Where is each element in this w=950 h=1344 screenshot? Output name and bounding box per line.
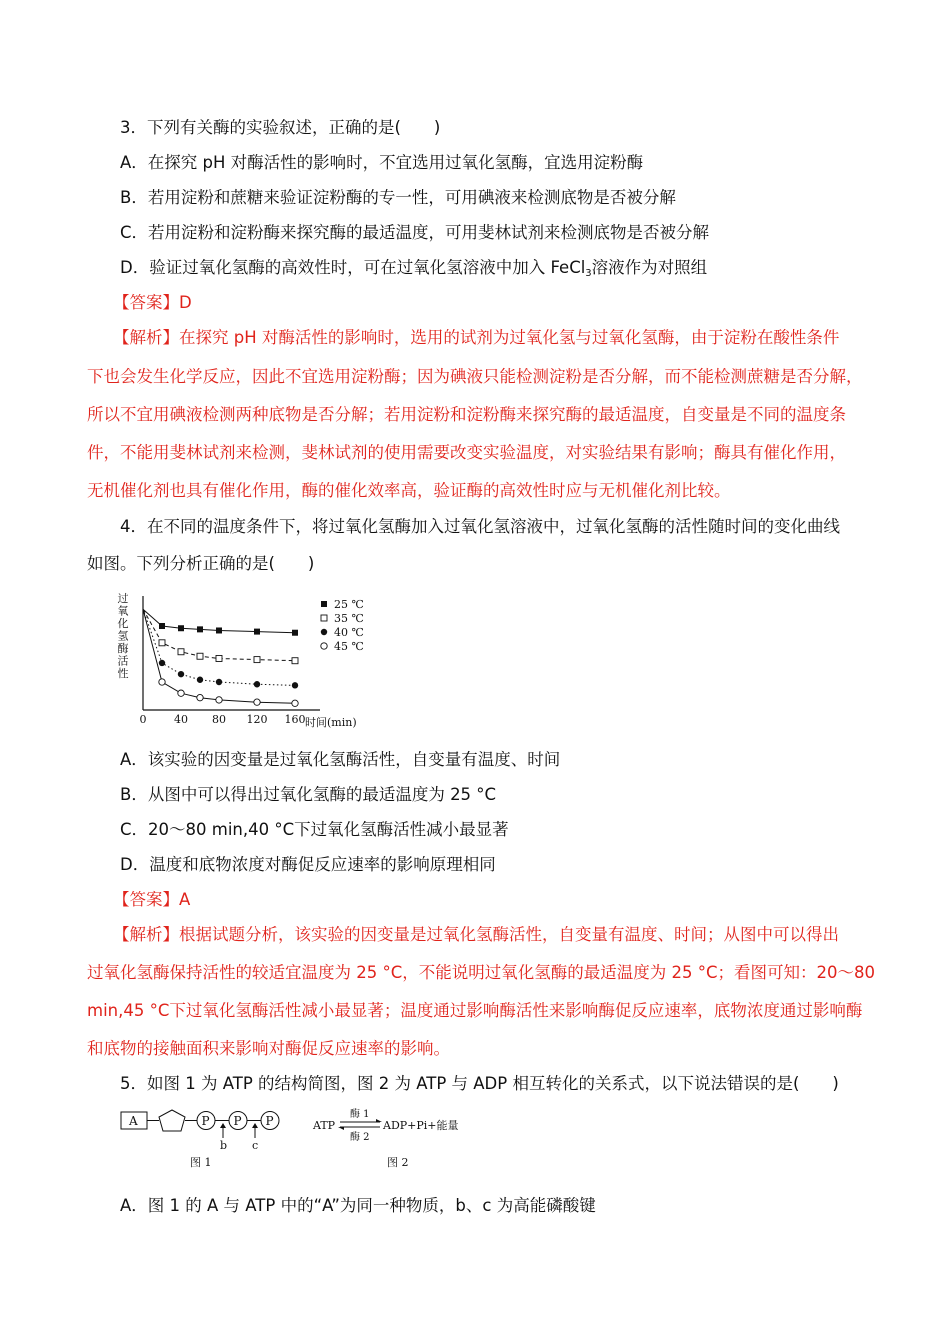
phosphate-label: P <box>201 1114 210 1128</box>
data-point <box>178 649 184 655</box>
q3-analysis-line: 下也会发生化学反应，因此不宜选用淀粉酶；因为碘液只能检测淀粉是否分解，而不能检测蔗糖是否分解， <box>87 367 863 386</box>
figure-1-caption: 图 1 <box>190 1156 212 1169</box>
q3-answer: 【答案】D <box>113 293 192 312</box>
data-point <box>197 694 203 700</box>
data-point <box>292 630 298 636</box>
atp-adp-conversion-figure-2 <box>310 1104 480 1174</box>
enzyme-1-label: 酶 1 <box>350 1109 370 1120</box>
ribose-pentagon <box>159 1110 185 1131</box>
data-point <box>216 655 222 661</box>
legend-label: 45 ℃ <box>334 640 364 653</box>
data-point <box>292 682 298 688</box>
q4-analysis-line: 和底物的接触面积来影响对酶促反应速率的影响。 <box>87 1039 450 1058</box>
data-point <box>254 629 260 635</box>
data-point <box>197 653 203 659</box>
q3-option-d <box>120 258 707 281</box>
q4-option-a: A．该实验的因变量是过氧化氢酶活性，自变量有温度、时间 <box>120 750 561 769</box>
q3-analysis-line: 件，不能用斐林试剂来检测，斐林试剂的使用需要改变实验温度，对实验结果有影响；酶具有催化作用， <box>87 443 846 462</box>
phosphate-label: P <box>233 1114 242 1128</box>
q3-option-a: A．在探究 pH 对酶活性的影响时，不宜选用过氧化氢酶，宜选用淀粉酶 <box>120 153 644 172</box>
q3-option-c: C．若用淀粉和淀粉酶来探究酶的最适温度，可用斐林试剂来检测底物是否被分解 <box>120 223 710 242</box>
figure-2-caption: 图 2 <box>387 1156 409 1169</box>
q3-option-d-sub: 3 <box>585 268 592 279</box>
data-point <box>254 699 260 705</box>
chart-ylabel: 过氧化氢酶活性 <box>117 592 129 680</box>
reverse-arrow-head <box>338 1127 344 1130</box>
series-line-3 <box>143 609 295 685</box>
x-tick-label: 0 <box>139 713 147 726</box>
q4-analysis-line: 【解析】根据试题分析，该实验的因变量是过氧化氢酶活性，自变量有温度、时间；从图中可以得出 <box>113 925 839 944</box>
data-point <box>159 660 165 666</box>
x-tick-label: 40 <box>174 713 188 726</box>
arrow-b-head <box>220 1123 226 1128</box>
legend-label: 35 ℃ <box>334 612 364 625</box>
q3-analysis-line: 无机催化剂也具有催化作用，酶的催化效率高，验证酶的高效性时应与无机催化剂比较。 <box>87 481 731 500</box>
legend-marker <box>321 629 327 635</box>
q3-stem: 3．下列有关酶的实验叙述，正确的是( ) <box>120 118 441 137</box>
atp-label: ATP <box>313 1119 336 1132</box>
enzyme-activity-chart <box>115 588 375 733</box>
q3-analysis-line: 所以不宜用碘液检测两种底物是否分解；若用淀粉和淀粉酶来探究酶的最适温度，自变量是不同的温度条 <box>87 405 846 424</box>
data-point <box>159 623 165 629</box>
legend-label: 40 ℃ <box>334 626 364 639</box>
q4-analysis-line: min,45 °C下过氧化氢酶活性减小最显著；温度通过影响酶活性来影响酶促反应速率，底物浓度通过影响酶 <box>87 1001 863 1020</box>
data-point <box>159 679 165 685</box>
data-point <box>216 697 222 703</box>
legend-marker <box>321 601 327 607</box>
legend-marker <box>321 615 327 621</box>
data-point <box>197 626 203 632</box>
data-point <box>178 690 184 696</box>
arrow-c-head <box>252 1123 258 1128</box>
label-c: c <box>252 1139 259 1152</box>
chart-xlabel: 时间(min) <box>305 716 357 729</box>
q3-analysis-line: 【解析】在探究 pH 对酶活性的影响时，选用的试剂为过氧化氢与过氧化氢酶，由于淀粉在酸性条件 <box>113 328 840 347</box>
q4-option-d: D．温度和底物浓度对酶促反应速率的影响原理相同 <box>120 855 496 874</box>
series-line-2 <box>143 609 295 661</box>
q4-option-b: B．从图中可以得出过氧化氢酶的最适温度为 25 °C <box>120 785 497 804</box>
x-tick-label: 120 <box>246 713 268 726</box>
adenine-label: A <box>129 1114 138 1128</box>
phosphate-label: P <box>265 1114 274 1128</box>
data-point <box>292 700 298 706</box>
q4-stem-line1: 4．在不同的温度条件下，将过氧化氢酶加入过氧化氢溶液中，过氧化氢酶的活性随时间的变化曲线 <box>120 517 840 536</box>
data-point <box>197 677 203 683</box>
enzyme-2-label: 酶 2 <box>350 1132 370 1143</box>
data-point <box>254 657 260 663</box>
data-point <box>216 627 222 633</box>
q4-answer: 【答案】A <box>113 890 191 909</box>
products-label: ADP+Pi+能量 <box>383 1119 459 1132</box>
q4-analysis-line: 过氧化氢酶保持活性的较适宜温度为 25 °C，不能说明过氧化氢酶的最适温度为 25 °C；看图可知：20～80 <box>87 963 876 982</box>
legend-label: 25 ℃ <box>334 598 364 611</box>
q5-option-a: A．图 1 的 A 与 ATP 中的“A”为同一种物质，b、c 为高能磷酸键 <box>120 1196 596 1215</box>
legend-marker <box>321 643 327 649</box>
data-point <box>178 671 184 677</box>
data-point <box>216 679 222 685</box>
q4-stem-line2: 如图。下列分析正确的是( ) <box>87 554 315 573</box>
label-b: b <box>220 1139 228 1152</box>
x-tick-label: 160 <box>284 713 306 726</box>
q3-option-b: B．若用淀粉和蔗糖来验证淀粉酶的专一性，可用碘液来检测底物是否被分解 <box>120 188 676 207</box>
x-tick-label: 80 <box>212 713 226 726</box>
data-point <box>254 681 260 687</box>
data-point <box>178 625 184 631</box>
q3-option-d-post: 溶液作为对照组 <box>591 258 708 277</box>
data-point <box>159 640 165 646</box>
q3-option-d-pre: D．验证过氧化氢酶的高效性时，可在过氧化氢溶液中加入 FeCl <box>120 258 586 277</box>
atp-structure-figure-1 <box>115 1104 305 1174</box>
forward-arrow-head <box>376 1119 382 1122</box>
data-point <box>292 658 298 664</box>
q4-option-c: C．20～80 min,40 °C下过氧化氢酶活性减小最显著 <box>120 820 509 839</box>
q5-stem: 5．如图 1 为 ATP 的结构简图，图 2 为 ATP 与 ADP 相互转化的关系式，以下说法错误的是( ) <box>120 1074 839 1093</box>
